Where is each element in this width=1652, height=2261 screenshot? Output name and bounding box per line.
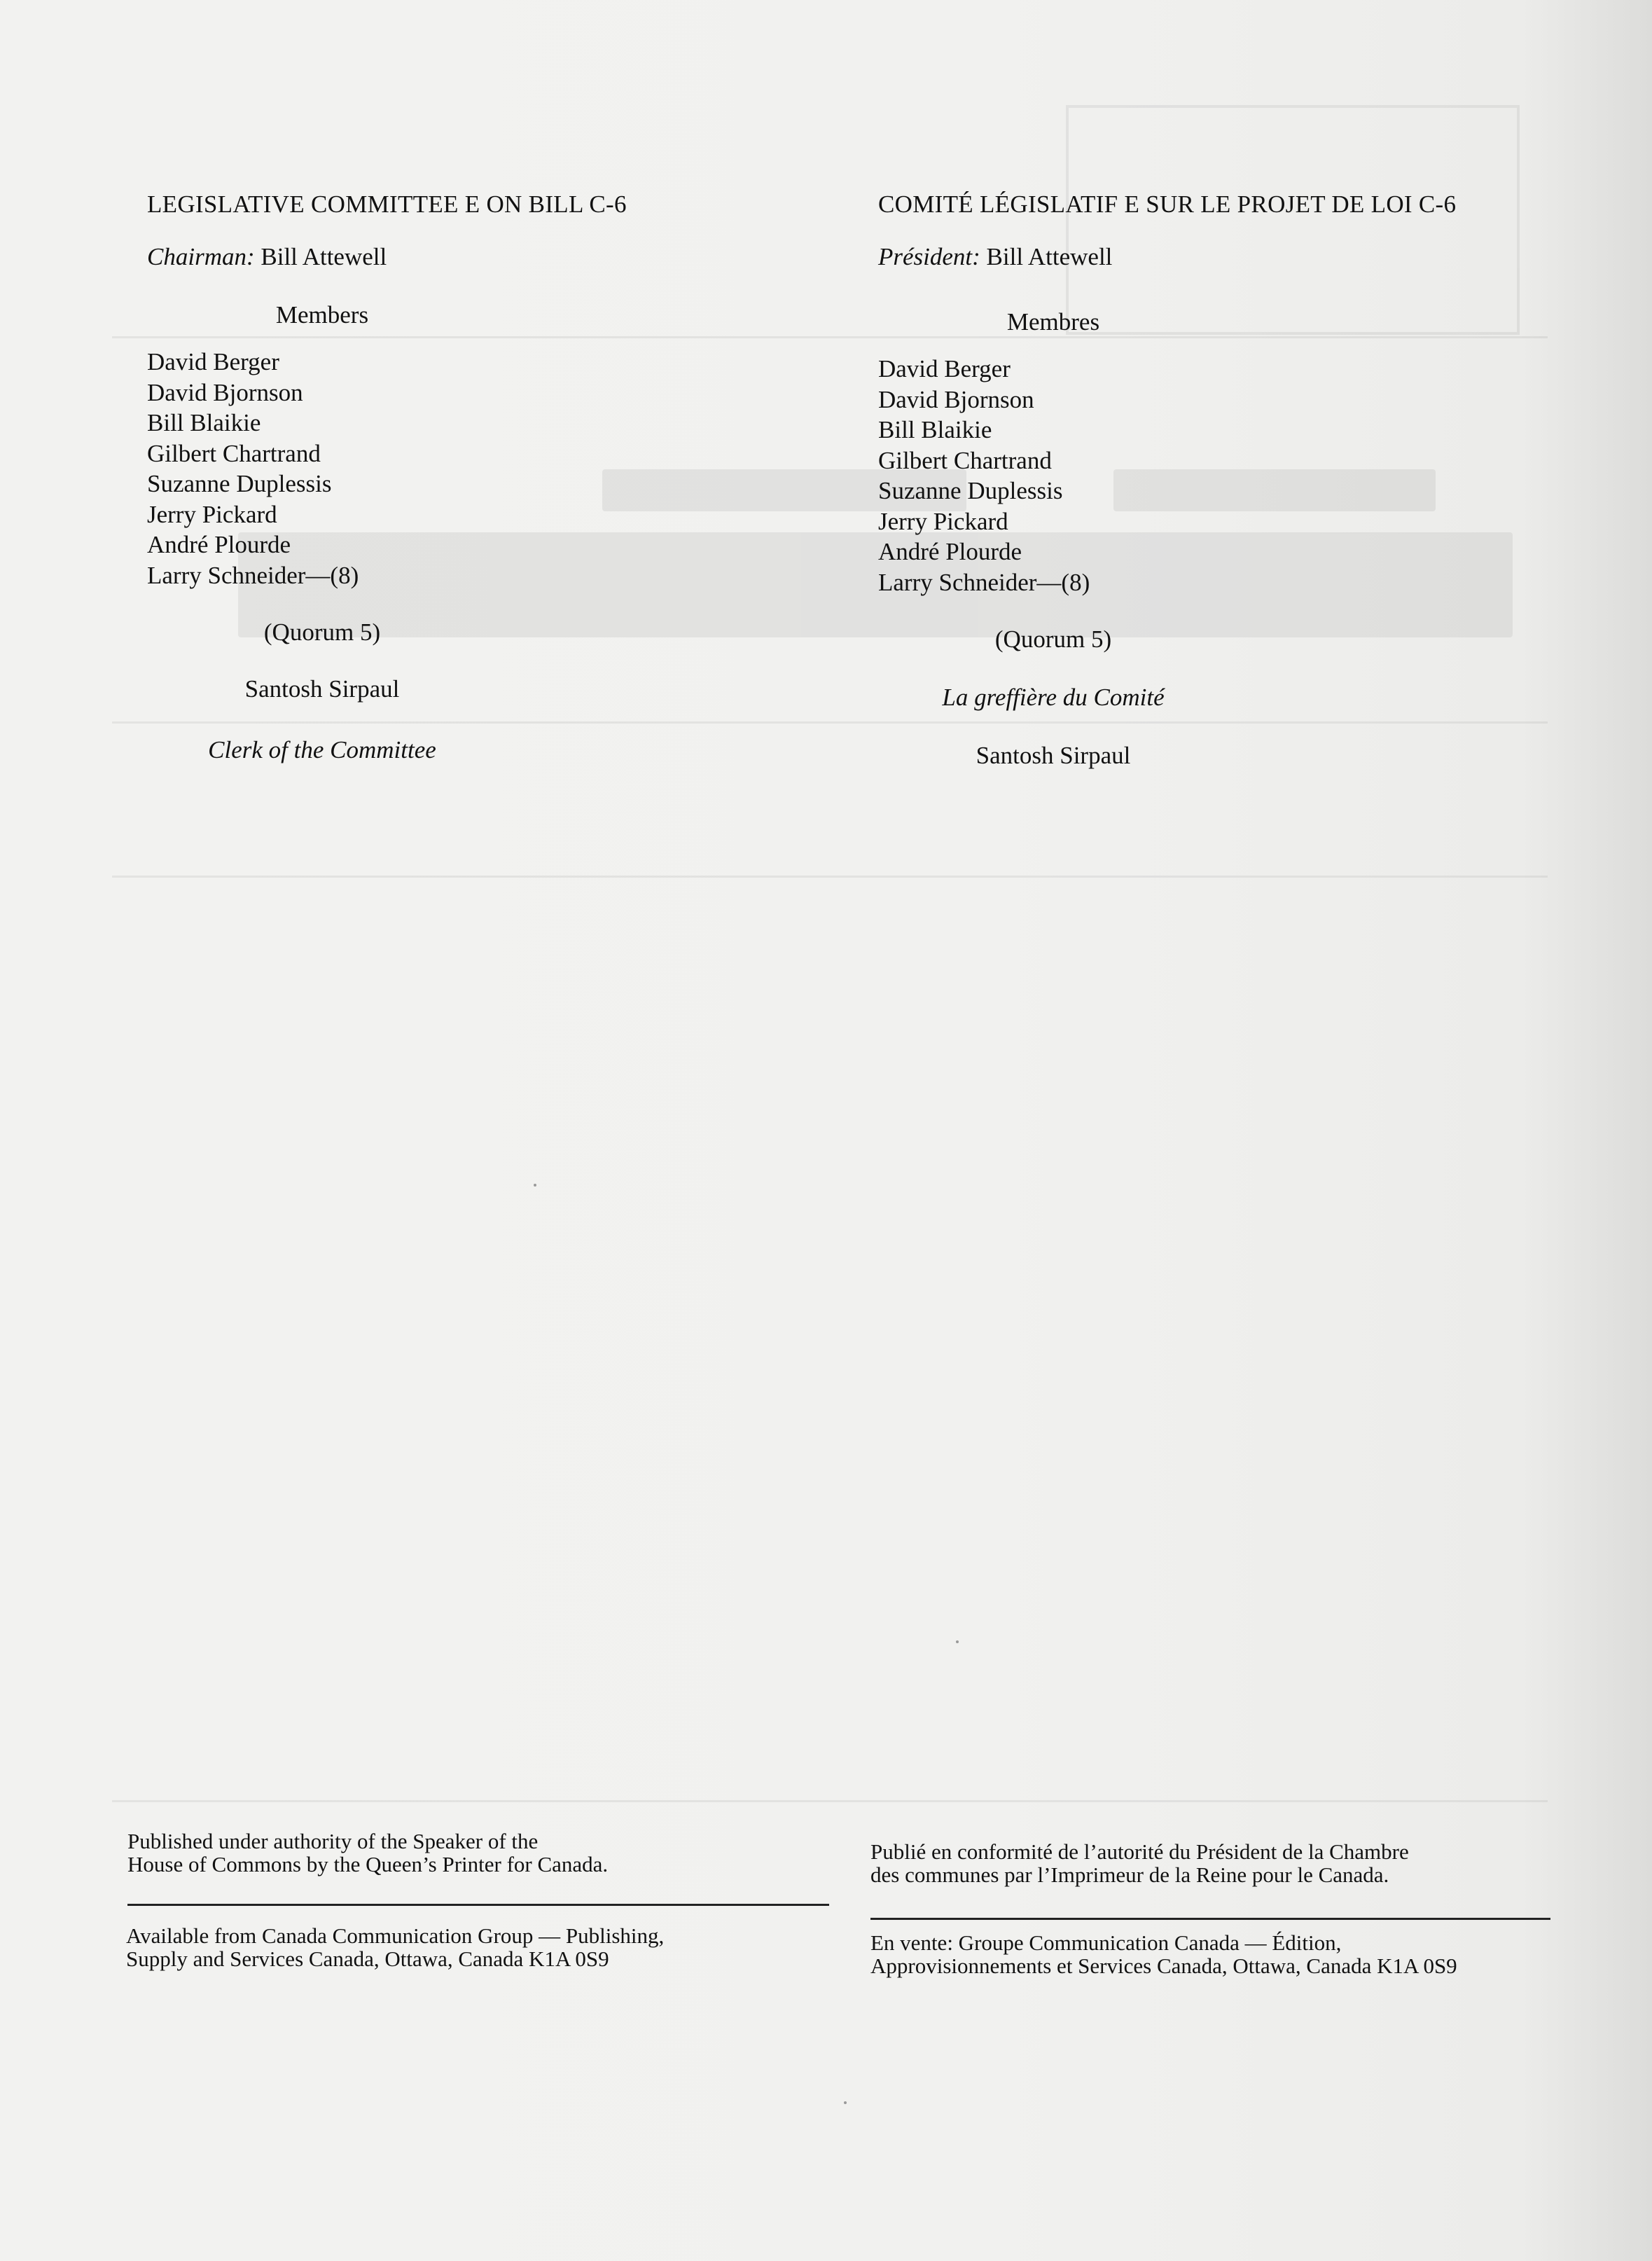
- member-item: David Berger: [878, 355, 1011, 382]
- availability-notice-en: [126, 1924, 826, 1970]
- paper-speck: [844, 2101, 847, 2104]
- quorum-fr: (Quorum 5): [994, 625, 1112, 653]
- president-name: Bill Attewell: [980, 243, 1113, 270]
- publication-notice-en-line: Published under authority of the Speaker of the: [127, 1829, 539, 1853]
- publication-notice-fr: [870, 1840, 1571, 1886]
- availability-notice-en-line: Supply and Services Canada, Ottawa, Canada K1A 0S9: [126, 1947, 609, 1971]
- chairman-name: Bill Attewell: [254, 243, 387, 270]
- clerk-title-fr: La greffière du Comité: [942, 684, 1165, 711]
- member-item: Jerry Pickard: [147, 500, 277, 528]
- membres-heading: Membres: [1006, 308, 1100, 336]
- french-column: [878, 189, 1578, 770]
- members-heading: Members: [275, 301, 369, 329]
- availability-notice-fr-line: En vente: Groupe Communication Canada — Édition,: [870, 1930, 1342, 1955]
- clerk-name-fr: Santosh Sirpaul: [976, 742, 1131, 769]
- availability-notice-fr: [870, 1931, 1571, 1977]
- publication-notice-en: [127, 1830, 828, 1876]
- member-item: Suzanne Duplessis: [878, 477, 1063, 504]
- members-list-fr: [878, 354, 1578, 597]
- footer-divider-fr: [870, 1918, 1550, 1920]
- publication-notice-fr-line: des communes par l’Imprimeur de la Reine pour le Canada.: [870, 1862, 1389, 1887]
- member-item: André Plourde: [147, 531, 291, 558]
- president-line: [878, 242, 1578, 272]
- clerk-name-en: Santosh Sirpaul: [244, 675, 400, 703]
- member-item: Gilbert Chartrand: [878, 446, 1052, 474]
- member-item: André Plourde: [878, 538, 1022, 565]
- chairman-line: [147, 242, 847, 272]
- committee-title-en: LEGISLATIVE COMMITTEE E ON BILL C-6: [147, 191, 627, 218]
- chairman-label: Chairman:: [147, 243, 255, 270]
- committee-title-fr: COMITÉ LÉGISLATIF E SUR LE PROJET DE LOI C-6: [878, 191, 1457, 218]
- member-item: David Berger: [147, 348, 279, 375]
- english-column: [147, 189, 847, 765]
- member-item: Bill Blaikie: [147, 409, 261, 436]
- publication-notice-en-line: House of Commons by the Queen’s Printer for Canada.: [127, 1852, 609, 1876]
- paper-speck: [956, 1640, 959, 1643]
- member-item: Larry Schneider—(8): [878, 568, 1090, 596]
- member-item: David Bjornson: [147, 378, 303, 406]
- member-item: Suzanne Duplessis: [147, 470, 332, 497]
- quorum-en: (Quorum 5): [263, 618, 381, 646]
- publication-notice-fr-line: Publié en conformité de l’autorité du Président de la Chambre: [870, 1839, 1409, 1864]
- president-label: Président:: [878, 243, 980, 270]
- member-item: Gilbert Chartrand: [147, 439, 321, 467]
- members-list-en: [147, 347, 847, 590]
- member-item: Larry Schneider—(8): [147, 561, 359, 589]
- footer-divider-en: [127, 1904, 829, 1906]
- paper-speck: [534, 1184, 536, 1187]
- availability-notice-en-line: Available from Canada Communication Group — Publishing,: [126, 1923, 665, 1948]
- member-item: Jerry Pickard: [878, 507, 1008, 535]
- member-item: Bill Blaikie: [878, 416, 992, 443]
- clerk-title-en: Clerk of the Committee: [208, 736, 436, 763]
- member-item: David Bjornson: [878, 385, 1034, 413]
- availability-notice-fr-line: Approvisionnements et Services Canada, Ottawa, Canada K1A 0S9: [870, 1954, 1457, 1978]
